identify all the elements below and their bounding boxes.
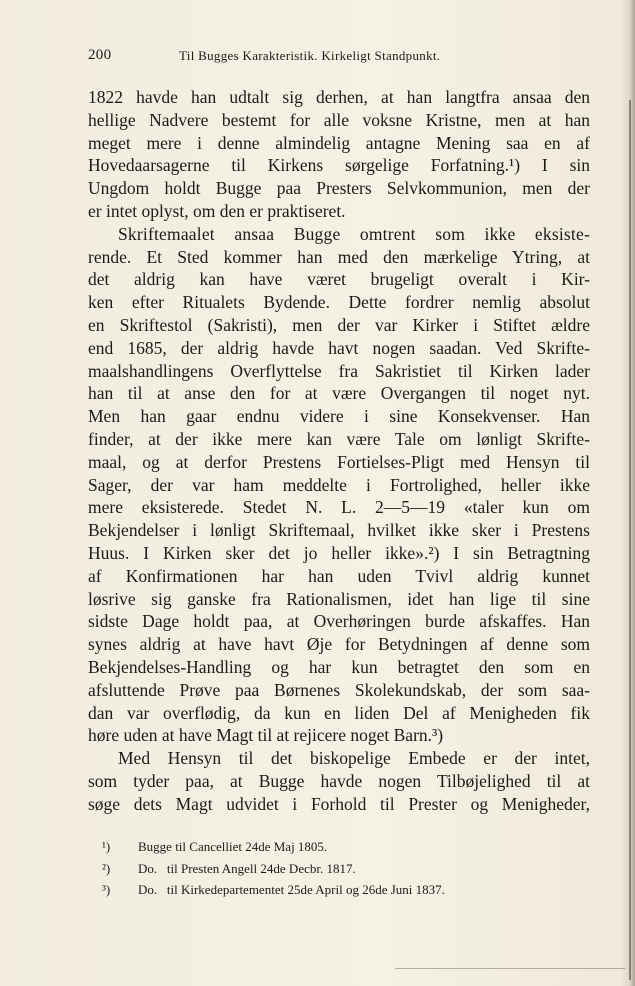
text-line: Huus. I Kirken sker det jo heller ikke».²) I sin Betragtning xyxy=(88,542,590,563)
text-line: finder, at der ikke mere kan være Tale om lønligt Skrifte- xyxy=(88,428,590,449)
footnote-text: Do. til Presten Angell 24de Decbr. 1817. xyxy=(138,860,356,876)
text-line: som tyder paa, at Bugge havde nogen Tilbøjelighed til at xyxy=(88,770,590,791)
text-line: 1822 havde han udtalt sig derhen, at han langtfra ansaa den xyxy=(88,87,590,107)
footnote-mark: ²) xyxy=(102,860,111,876)
text-line: end 1685, der aldrig havde havt nogen saadan. Ved Skrifte- xyxy=(88,337,590,358)
text-line: det aldrig kan have været brugeligt overalt i Kir- xyxy=(88,269,590,290)
footnote-mark: ³) xyxy=(102,882,111,897)
page-number: 200 xyxy=(88,47,112,63)
footnotes xyxy=(102,836,562,901)
text-line: Bekjendelser i lønligt Skriftemaal, hvilket ikke sker i Prestens xyxy=(88,520,590,541)
text-line: Hovedaarsagerne til Kirkens sørgelige Forfatning.¹) I sin xyxy=(88,155,590,176)
text-line: rende. Et Sted kommer han med den mærkelige Ytring, at xyxy=(88,246,590,267)
text-line: løsrive sig ganske fra Rationalismen, idet han lige til sine xyxy=(88,588,590,609)
footnote-mark: ¹) xyxy=(102,839,111,854)
text-line: synes aldrig at have havt Øje for Betydningen af denne som xyxy=(88,634,590,655)
text-line: er intet oplyst, om den er praktiseret. xyxy=(88,200,346,221)
text-line: ken efter Ritualets Bydende. Dette fordrer nemlig absolut xyxy=(88,292,590,313)
page-edge-mark xyxy=(395,968,625,973)
text-line: mere eksisterede. Stedet N. L. 2—5—19 «taler kun om xyxy=(88,497,590,518)
footnote xyxy=(102,836,562,858)
footnote-text: Bugge til Cancelliet 24de Maj 1805. xyxy=(138,839,328,854)
running-head: Til Bugges Karakteristik. Kirkeligt Standpunkt. xyxy=(179,48,441,63)
text-line: af Konfirmationen har han uden Tvivl aldrig kunnet xyxy=(88,565,590,586)
footnote xyxy=(102,879,562,901)
text-line: Men han gaar endnu videre i sine Konsekvenser. Han xyxy=(88,406,590,427)
footnote xyxy=(102,858,562,880)
text-line: dan var overflødig, da kun en liden Del af Menigheden fik xyxy=(88,702,590,723)
body-text xyxy=(88,86,590,816)
text-line: Sager, der var ham meddelte i Fortrolighed, heller ikke xyxy=(88,474,590,495)
text-line: en Skriftestol (Sakristi), men der var Kirker i Stiftet ældre xyxy=(88,314,590,335)
text-line: høre uden at have Magt til at rejicere noget Barn.³) xyxy=(88,725,444,746)
text-line: afsluttende Prøve paa Børnenes Skolekundskab, der som saa- xyxy=(88,679,590,700)
text-line: maalshandlingens Overflyttelse fra Sakristiet til Kirken lader xyxy=(88,360,590,381)
text-line: sidste Dage holdt paa, at Overhøringen burde afskaffes. Han xyxy=(88,611,590,632)
text-line: Ungdom holdt Bugge paa Presters Selvkommunion, men der xyxy=(88,178,590,199)
text-line: Med Hensyn til det biskopelige Embede er der intet, xyxy=(118,748,590,769)
page-header xyxy=(88,47,588,67)
text-line: han til at anse den for at være Overgangen til noget nyt. xyxy=(88,383,590,404)
text-line: hellige Nadvere bestemt for alle voksne Kristne, men at han xyxy=(88,109,590,130)
page-edge-shadow xyxy=(621,0,635,986)
text-line: søge dets Magt udvidet i Forhold til Prester og Menigheder, xyxy=(88,793,590,814)
text-line: maal, og at derfor Prestens Fortielses-Pligt med Hensyn til xyxy=(88,451,590,472)
footnote-text: Do. til Kirkedepartementet 25de April og 26de Juni 1837. xyxy=(138,882,445,897)
text-line: Skriftemaalet ansaa Bugge omtrent som ikke eksiste- xyxy=(118,223,590,244)
text-line: Bekjendelses-Handling og har kun betragtet den som en xyxy=(88,656,590,677)
text-line: meget mere i denne almindelig antagne Mening saa en af xyxy=(88,132,590,153)
